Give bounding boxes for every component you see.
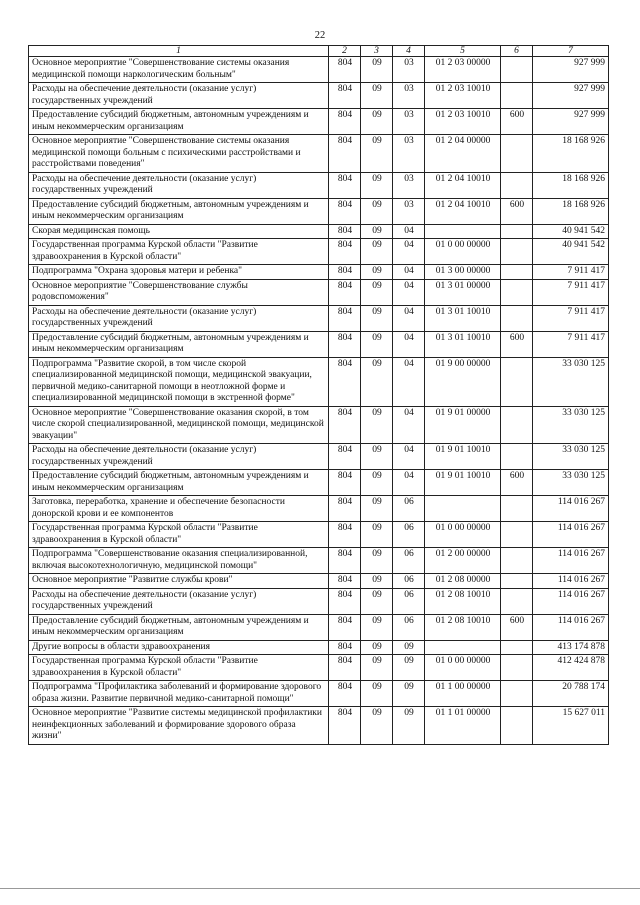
row-name: Основное мероприятие "Развитие службы крови" xyxy=(29,574,329,589)
code-section: 09 xyxy=(361,444,393,470)
code-subsection: 03 xyxy=(393,135,425,173)
row-name: Скорая медицинская помощь xyxy=(29,224,329,239)
table-row xyxy=(29,681,609,707)
row-name: Государственная программа Курской области "Развитие здравоохранения в Курской области" xyxy=(29,655,329,681)
amount: 33 030 125 xyxy=(533,444,609,470)
code-target-article: 01 0 00 00000 xyxy=(425,655,501,681)
table-row xyxy=(29,305,609,331)
code-target-article: 01 2 04 00000 xyxy=(425,135,501,173)
code-target-article: 01 3 01 00000 xyxy=(425,279,501,305)
row-name: Предоставление субсидий бюджетным, автономным учреждениям и иным некоммерческим организациям xyxy=(29,109,329,135)
table-row xyxy=(29,239,609,265)
column-header: 3 xyxy=(361,46,393,57)
code-subsection: 04 xyxy=(393,470,425,496)
code-subsection: 03 xyxy=(393,83,425,109)
amount: 114 016 267 xyxy=(533,588,609,614)
table-row xyxy=(29,496,609,522)
row-name: Заготовка, переработка, хранение и обеспечение безопасности донорской крови и ее компонентов xyxy=(29,496,329,522)
code-ministry: 804 xyxy=(329,57,361,83)
code-expense-type xyxy=(501,135,533,173)
code-subsection: 04 xyxy=(393,305,425,331)
code-ministry: 804 xyxy=(329,522,361,548)
code-section: 09 xyxy=(361,357,393,406)
amount: 114 016 267 xyxy=(533,574,609,589)
amount: 15 627 011 xyxy=(533,707,609,745)
page-bottom-line xyxy=(0,888,640,889)
code-ministry: 804 xyxy=(329,135,361,173)
code-ministry: 804 xyxy=(329,470,361,496)
code-expense-type xyxy=(501,265,533,280)
code-ministry: 804 xyxy=(329,198,361,224)
amount: 18 168 926 xyxy=(533,198,609,224)
amount: 18 168 926 xyxy=(533,135,609,173)
amount: 33 030 125 xyxy=(533,406,609,444)
code-target-article xyxy=(425,640,501,655)
code-ministry: 804 xyxy=(329,305,361,331)
code-expense-type xyxy=(501,279,533,305)
row-name: Основное мероприятие "Совершенствование оказания скорой, в том числе скорой специализированной, медицинской помощи, медицинской эвакуации" xyxy=(29,406,329,444)
row-name: Расходы на обеспечение деятельности (оказание услуг) государственных учреждений xyxy=(29,588,329,614)
table-row xyxy=(29,406,609,444)
budget-table xyxy=(28,45,609,745)
code-subsection: 04 xyxy=(393,265,425,280)
code-target-article: 01 2 08 10010 xyxy=(425,588,501,614)
code-expense-type xyxy=(501,83,533,109)
code-subsection: 09 xyxy=(393,707,425,745)
code-section: 09 xyxy=(361,707,393,745)
table-row xyxy=(29,707,609,745)
code-subsection: 04 xyxy=(393,444,425,470)
row-name: Основное мероприятие "Совершенствование системы оказания медицинской помощи больным с психическими расстройствами и расстройствами поведения" xyxy=(29,135,329,173)
code-expense-type: 600 xyxy=(501,331,533,357)
code-ministry: 804 xyxy=(329,640,361,655)
table-row xyxy=(29,640,609,655)
code-section: 09 xyxy=(361,57,393,83)
row-name: Расходы на обеспечение деятельности (оказание услуг) государственных учреждений xyxy=(29,172,329,198)
code-section: 09 xyxy=(361,574,393,589)
code-section: 09 xyxy=(361,305,393,331)
code-target-article: 01 3 01 10010 xyxy=(425,305,501,331)
code-ministry: 804 xyxy=(329,707,361,745)
code-section: 09 xyxy=(361,224,393,239)
code-target-article: 01 2 08 00000 xyxy=(425,574,501,589)
code-section: 09 xyxy=(361,265,393,280)
code-target-article: 01 9 01 10010 xyxy=(425,470,501,496)
code-ministry: 804 xyxy=(329,548,361,574)
code-section: 09 xyxy=(361,588,393,614)
amount: 114 016 267 xyxy=(533,496,609,522)
code-section: 09 xyxy=(361,83,393,109)
table-row xyxy=(29,470,609,496)
code-ministry: 804 xyxy=(329,655,361,681)
code-expense-type xyxy=(501,707,533,745)
code-target-article: 01 9 00 00000 xyxy=(425,357,501,406)
row-name: Государственная программа Курской области "Развитие здравоохранения в Курской области" xyxy=(29,239,329,265)
row-name: Расходы на обеспечение деятельности (оказание услуг) государственных учреждений xyxy=(29,305,329,331)
code-expense-type xyxy=(501,57,533,83)
code-section: 09 xyxy=(361,640,393,655)
table-row xyxy=(29,522,609,548)
row-name: Предоставление субсидий бюджетным, автономным учреждениям и иным некоммерческим организациям xyxy=(29,614,329,640)
amount: 927 999 xyxy=(533,83,609,109)
code-expense-type xyxy=(501,522,533,548)
code-subsection: 04 xyxy=(393,331,425,357)
code-section: 09 xyxy=(361,406,393,444)
row-name: Предоставление субсидий бюджетным, автономным учреждениям и иным некоммерческим организациям xyxy=(29,198,329,224)
table-row xyxy=(29,357,609,406)
table-row xyxy=(29,279,609,305)
code-subsection: 03 xyxy=(393,198,425,224)
code-target-article: 01 2 08 10010 xyxy=(425,614,501,640)
code-target-article: 01 2 03 10010 xyxy=(425,83,501,109)
row-name: Подпрограмма "Совершенствование оказания специализированной, включая высокотехнологичную, медицинской помощи" xyxy=(29,548,329,574)
code-section: 09 xyxy=(361,331,393,357)
table-row xyxy=(29,224,609,239)
code-subsection: 06 xyxy=(393,614,425,640)
code-expense-type xyxy=(501,640,533,655)
code-subsection: 04 xyxy=(393,357,425,406)
code-target-article: 01 2 03 00000 xyxy=(425,57,501,83)
code-expense-type xyxy=(501,239,533,265)
code-section: 09 xyxy=(361,109,393,135)
code-expense-type xyxy=(501,406,533,444)
amount: 7 911 417 xyxy=(533,331,609,357)
code-section: 09 xyxy=(361,496,393,522)
code-ministry: 804 xyxy=(329,239,361,265)
table-row xyxy=(29,614,609,640)
column-header: 7 xyxy=(533,46,609,57)
code-expense-type: 600 xyxy=(501,198,533,224)
amount: 927 999 xyxy=(533,57,609,83)
row-name: Предоставление субсидий бюджетным, автономным учреждениям и иным некоммерческим организациям xyxy=(29,470,329,496)
row-name: Основное мероприятие "Развитие системы медицинской профилактики неинфекционных заболеваний и формирование здорового образа жизни" xyxy=(29,707,329,745)
column-header: 6 xyxy=(501,46,533,57)
code-target-article: 01 0 00 00000 xyxy=(425,522,501,548)
code-expense-type xyxy=(501,224,533,239)
code-ministry: 804 xyxy=(329,109,361,135)
code-target-article: 01 2 03 10010 xyxy=(425,109,501,135)
code-target-article: 01 2 04 10010 xyxy=(425,198,501,224)
code-ministry: 804 xyxy=(329,681,361,707)
amount: 33 030 125 xyxy=(533,357,609,406)
amount: 7 911 417 xyxy=(533,279,609,305)
code-subsection: 09 xyxy=(393,681,425,707)
amount: 413 174 878 xyxy=(533,640,609,655)
header-row xyxy=(29,46,609,57)
code-ministry: 804 xyxy=(329,265,361,280)
amount: 18 168 926 xyxy=(533,172,609,198)
code-ministry: 804 xyxy=(329,444,361,470)
table-row xyxy=(29,172,609,198)
code-ministry: 804 xyxy=(329,588,361,614)
table-row xyxy=(29,109,609,135)
amount: 412 424 878 xyxy=(533,655,609,681)
code-section: 09 xyxy=(361,614,393,640)
code-ministry: 804 xyxy=(329,357,361,406)
table-row xyxy=(29,574,609,589)
code-subsection: 04 xyxy=(393,224,425,239)
code-subsection: 06 xyxy=(393,588,425,614)
code-ministry: 804 xyxy=(329,224,361,239)
code-target-article: 01 1 00 00000 xyxy=(425,681,501,707)
row-name: Основное мероприятие "Совершенствование системы оказания медицинской помощи наркологическим больным" xyxy=(29,57,329,83)
amount: 33 030 125 xyxy=(533,470,609,496)
amount: 40 941 542 xyxy=(533,239,609,265)
table-body xyxy=(29,57,609,745)
code-section: 09 xyxy=(361,548,393,574)
code-ministry: 804 xyxy=(329,574,361,589)
code-subsection: 06 xyxy=(393,496,425,522)
code-section: 09 xyxy=(361,655,393,681)
amount: 20 788 174 xyxy=(533,681,609,707)
code-section: 09 xyxy=(361,198,393,224)
code-section: 09 xyxy=(361,239,393,265)
code-target-article: 01 0 00 00000 xyxy=(425,239,501,265)
code-ministry: 804 xyxy=(329,83,361,109)
code-expense-type: 600 xyxy=(501,109,533,135)
table-row xyxy=(29,57,609,83)
code-expense-type xyxy=(501,655,533,681)
row-name: Подпрограмма "Развитие скорой, в том числе скорой специализированной медицинской помощи, медицинской эвакуации, первичной медико-санитарной помощи в неотложной форме и специализированной медицинской помощи в экстренной форме" xyxy=(29,357,329,406)
code-section: 09 xyxy=(361,135,393,173)
row-name: Предоставление субсидий бюджетным, автономным учреждениям и иным некоммерческим организациям xyxy=(29,331,329,357)
code-expense-type xyxy=(501,548,533,574)
row-name: Расходы на обеспечение деятельности (оказание услуг) государственных учреждений xyxy=(29,83,329,109)
table-row xyxy=(29,655,609,681)
amount: 114 016 267 xyxy=(533,522,609,548)
row-name: Основное мероприятие "Совершенствование службы родовспоможения" xyxy=(29,279,329,305)
code-expense-type: 600 xyxy=(501,614,533,640)
code-ministry: 804 xyxy=(329,496,361,522)
code-expense-type xyxy=(501,305,533,331)
code-subsection: 04 xyxy=(393,239,425,265)
code-expense-type xyxy=(501,444,533,470)
code-section: 09 xyxy=(361,172,393,198)
code-expense-type xyxy=(501,357,533,406)
code-target-article: 01 3 01 10010 xyxy=(425,331,501,357)
table-row xyxy=(29,265,609,280)
column-header: 5 xyxy=(425,46,501,57)
code-expense-type xyxy=(501,681,533,707)
amount: 114 016 267 xyxy=(533,614,609,640)
table-row xyxy=(29,588,609,614)
amount: 114 016 267 xyxy=(533,548,609,574)
code-subsection: 03 xyxy=(393,57,425,83)
code-ministry: 804 xyxy=(329,406,361,444)
code-section: 09 xyxy=(361,279,393,305)
table-row xyxy=(29,135,609,173)
code-ministry: 804 xyxy=(329,331,361,357)
code-target-article: 01 9 01 10010 xyxy=(425,444,501,470)
code-subsection: 04 xyxy=(393,406,425,444)
code-expense-type: 600 xyxy=(501,470,533,496)
amount: 40 941 542 xyxy=(533,224,609,239)
table-row xyxy=(29,331,609,357)
table-row xyxy=(29,444,609,470)
code-target-article xyxy=(425,496,501,522)
row-name: Расходы на обеспечение деятельности (оказание услуг) государственных учреждений xyxy=(29,444,329,470)
code-ministry: 804 xyxy=(329,172,361,198)
page-number: 22 xyxy=(314,30,326,41)
row-name: Другие вопросы в области здравоохранения xyxy=(29,640,329,655)
code-target-article: 01 1 01 00000 xyxy=(425,707,501,745)
code-subsection: 03 xyxy=(393,109,425,135)
code-target-article: 01 2 00 00000 xyxy=(425,548,501,574)
code-expense-type xyxy=(501,574,533,589)
code-ministry: 804 xyxy=(329,614,361,640)
table-row xyxy=(29,548,609,574)
code-section: 09 xyxy=(361,681,393,707)
column-header: 1 xyxy=(29,46,329,57)
code-subsection: 06 xyxy=(393,522,425,548)
code-subsection: 04 xyxy=(393,279,425,305)
code-section: 09 xyxy=(361,522,393,548)
code-section: 09 xyxy=(361,470,393,496)
amount: 927 999 xyxy=(533,109,609,135)
code-target-article: 01 3 00 00000 xyxy=(425,265,501,280)
code-subsection: 03 xyxy=(393,172,425,198)
column-header: 4 xyxy=(393,46,425,57)
code-subsection: 09 xyxy=(393,655,425,681)
code-target-article: 01 9 01 00000 xyxy=(425,406,501,444)
code-target-article xyxy=(425,224,501,239)
code-subsection: 06 xyxy=(393,574,425,589)
code-expense-type xyxy=(501,588,533,614)
code-ministry: 804 xyxy=(329,279,361,305)
table-row xyxy=(29,83,609,109)
table-row xyxy=(29,198,609,224)
column-header: 2 xyxy=(329,46,361,57)
code-subsection: 09 xyxy=(393,640,425,655)
amount: 7 911 417 xyxy=(533,305,609,331)
row-name: Подпрограмма "Охрана здоровья матери и ребенка" xyxy=(29,265,329,280)
code-expense-type xyxy=(501,496,533,522)
code-subsection: 06 xyxy=(393,548,425,574)
row-name: Государственная программа Курской области "Развитие здравоохранения в Курской области" xyxy=(29,522,329,548)
code-expense-type xyxy=(501,172,533,198)
row-name: Подпрограмма "Профилактика заболеваний и формирование здорового образа жизни. Развитие первичной медико-санитарной помощи" xyxy=(29,681,329,707)
code-target-article: 01 2 04 10010 xyxy=(425,172,501,198)
amount: 7 911 417 xyxy=(533,265,609,280)
